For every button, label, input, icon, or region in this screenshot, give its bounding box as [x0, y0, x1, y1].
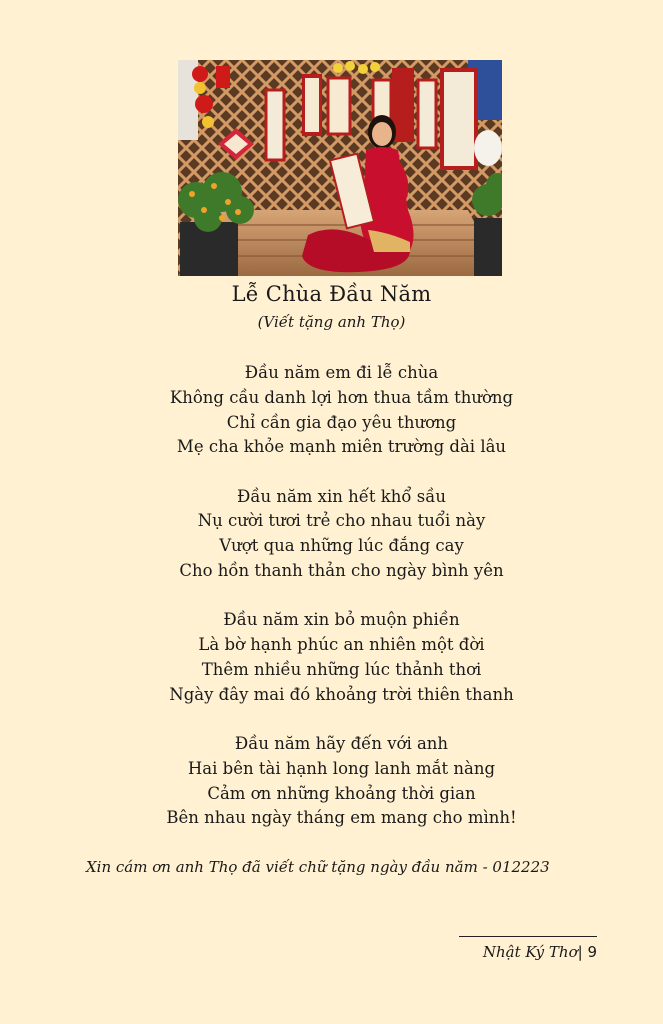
poem-line: Đầu năm hãy đến với anh [234, 734, 449, 754]
footer-separator: | [577, 943, 583, 961]
poem-line: Cảm ơn những khoảng thời gian [207, 783, 476, 803]
poem-line: Đầu năm em đi lễ chùa [244, 363, 439, 382]
poem-line: Chỉ cần gia đạo yêu thương [226, 412, 457, 432]
poem-line: Không cầu danh lợi hơn thua tầm thường [169, 387, 514, 407]
poem-photo [178, 60, 502, 276]
thanks-note: Xin cám ơn anh Thọ đã viết chữ tặng ngày đầu năm - 012223 [86, 858, 550, 876]
poem-line: Ngày đây mai đó khoảng trời thiên thanh [169, 684, 514, 704]
poem-title: Lễ Chùa Đầu Năm [231, 282, 432, 306]
photo-illustration [178, 60, 502, 276]
poem-line: Đầu năm xin bỏ muộn phiền [223, 610, 460, 630]
page-number: 9 [587, 943, 597, 961]
stanza [0, 485, 663, 584]
poem-line: Hai bên tài hạnh long lanh mắt nàng [187, 758, 496, 778]
poem-line: Mẹ cha khỏe mạnh miên trường dài lâu [176, 437, 507, 457]
footer-rule [459, 936, 597, 937]
stanza [0, 361, 663, 460]
poem-line: Thêm nhiều những lúc thảnh thơi [201, 659, 482, 679]
stanza [0, 732, 663, 831]
poem-body [0, 361, 663, 856]
poem-line: Là bờ hạnh phúc an nhiên một đời [198, 635, 485, 655]
poem-line: Cho hồn thanh thản cho ngày bình yên [179, 561, 504, 581]
poem-line: Bên nhau ngày tháng em mang cho mình! [166, 808, 517, 828]
poem-line: Vượt qua những lúc đắng cay [219, 536, 464, 556]
stanza [0, 608, 663, 707]
poem-line: Đầu năm xin hết khổ sầu [237, 486, 446, 506]
poem-line: Nụ cười tươi trẻ cho nhau tuổi này [197, 511, 486, 531]
page-footer [483, 943, 597, 961]
book-title: Nhật Ký Thơ [482, 943, 578, 961]
poem-dedication: (Viết tặng anh Thọ) [257, 313, 406, 331]
